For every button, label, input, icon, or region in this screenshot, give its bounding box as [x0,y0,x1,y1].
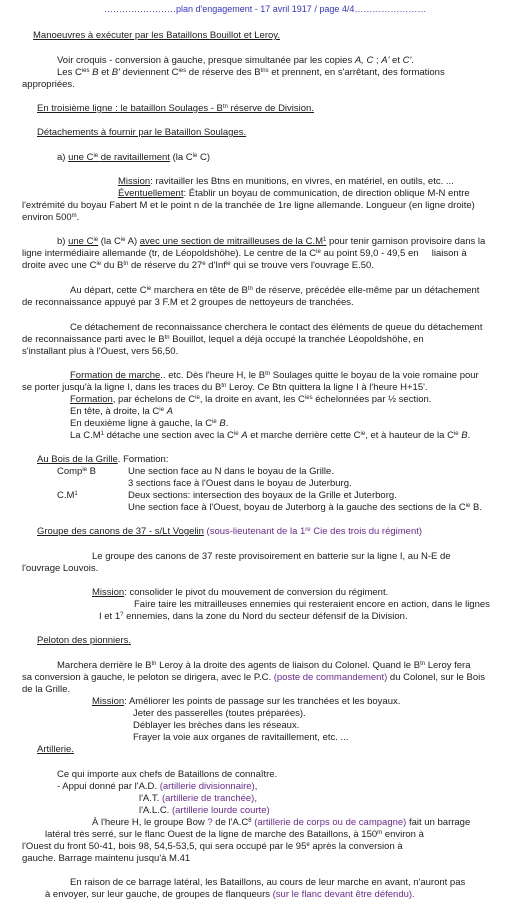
paragraph-line: l'ouvrage Louvois. [22,563,99,574]
paragraph-line: Frayer la voie aux organes de ravitaillement, etc. ... [133,732,349,743]
canons-title: Groupe des canons de 37 - s/Lt Vogelin (sous-lieutenant de la 1re Cie des trois du régiment) [37,526,423,537]
paragraph-line: Déblayer les brèches dans les réseaux. [133,720,300,731]
bois-title: Au Bois de la Grille. Formation: [37,454,169,465]
paragraph-line: En deuxième ligne à gauche, la $C^{ie}$ B. [70,418,229,429]
paragraph-line: - Appui donné par l'A.D. (artillerie divisionnaire), [57,781,258,792]
section-title-detachements: Détachements à fournir par le Bataillon Soulages. [37,127,247,138]
paragraph-line: Au départ, cette $C^{ie}$ marchera en tête de $B^{tn}$ de réserve, précédée elle-même par un détachement [70,285,480,296]
section-title-troisieme-ligne: En troisième ligne : le bataillon Soulages - $B^{tn}$ réserve de Division. [37,103,314,114]
page-header: ……………………plan d'engagement - 17 avril 1917 / page 4/4…………………… [104,4,427,14]
paragraph-line: Voir croquis - conversion à gauche, presque simultanée par les copies A, C ; A' et C'. [57,55,414,66]
paragraph-line: appropriées. [22,79,75,90]
paragraph-line: droite avec une $C^{ie}$ du $B^{tn}$ de réserve du 27e d'Inf$^{ie}$ qui se trouve vers l'ouvrage E.50. [22,260,374,271]
paragraph-line: gauche. Barrage maintenu jusqu'à M.41 [22,853,191,864]
artillerie-title: Artillerie. [37,744,74,755]
paragraph-line: environ 500$^m$. [22,212,80,223]
paragraph-line: Ce qui importe aux chefs de Bataillons de connaître. [57,769,278,780]
mission-line: Mission: Améliorer les points de passage sur les tranchées et les boyaux. [92,696,401,707]
paragraph-line: Jeter des passerelles (toutes préparées). [133,708,306,719]
paragraph-line: l'Ouest du front 50-41, bois 98, 54,5-53,5, qui sera occupé par le 95e après la conversion à [22,841,403,852]
cm-label: $C.M^1$ [57,490,78,501]
eventuellement-line: Éventuellement: Établir un boyau de communication, de direction oblique M-N entre [118,188,470,199]
paragraph-line: En tête, à droite, la $C^{ie}$ A [70,406,173,417]
comp-row: Une section face au N dans le boyau de la Grille. [128,466,334,477]
paragraph-line: de la Grille. [22,684,71,695]
paragraph-line: Marchera derrière le $B^{tn}$ Leroy à la droite des agents de liaison du Colonel. Quand le $B^{tn}$ Leroy fera [57,660,471,671]
item-b: b) une $C^{ie}$ (la $C^{ie}$ A) avec une section de mitrailleuses de la $C.M^1$ pour tenir garnison provisoire dans la [57,236,486,247]
peloton-title: Peloton des pionniers. [37,635,132,646]
paragraph-line: de reconnaissance appuyé par 3 F.M et 2 groupes de nettoyeurs de tranchées. [22,297,354,308]
paragraph-line: Ce détachement de reconnaissance cherchera le contact des éléments de queue du détachement [70,322,483,333]
paragraph-line: I et 1? ennemies, dans la zone du Nord du secteur défensif de la Division. [99,611,408,622]
paragraph-line: Le groupe des canons de 37 reste provisoirement en batterie sur la ligne I, au N-E de [92,551,451,562]
formation-line: Formation, par échelons de $C^{ie}$, la droite en avant, les $C^{ies}$ échelonnées par ½ section. [70,394,432,405]
paragraph-line: l'A.T. (artillerie de tranchée), [139,793,257,804]
paragraph-line: Faire taire les mitrailleuses ennemies qui resteraient encore en action, dans le lignes [134,599,490,610]
paragraph-line: En raison de ce barrage latéral, les Bataillons, au cours de leur marche en avant, n'auront pas [70,877,466,888]
comp-label: Comp$^{ie}$ B [57,466,96,477]
paragraph-line: ligne intermédiaire allemande (tr, de Léopoldshöhe). Le centre de la $C^{ie}$ au point 59,0 - 49,5 en liaison à [22,248,467,259]
paragraph-line: sa conversion à gauche, le peloton se dirigera, avec le P.C. (poste de commandement) du Colonel, sur le Bois [22,672,485,683]
paragraph-line: La $C.M^1$ détache une section avec la $C^{ie}$ A et marche derrière cette $C^{ie}$, et à hauteur de la $C^{ie}$ B. [70,430,471,441]
cm-row: Une section face à l'Ouest, boyau de Juterborg à la gauche des sections de la $C^{ie}$ B. [128,502,482,513]
item-a: a) une $C^{ie}$ de ravitaillement (la $C^{ie}$ C) [57,152,210,163]
section-title-manoeuvres: Manoeuvres à exécuter par les Bataillons Bouillot et Leroy. [33,30,280,41]
paragraph-line: latéral très serré, sur le flanc Ouest de la ligne de marche des Bataillons, à 150$^m$ environ à [45,829,424,840]
paragraph-line: de reconnaissance parti avec le $B^{tn}$ Bouillot, lequel a déjà occupé la tranchée Léopoldshöhe, en [22,334,424,345]
cm-row: Deux sections: intersection des boyaux de la Grille et Juterborg. [128,490,397,501]
paragraph-line: s'installant plus à l'Ouest, vers 56,50. [22,346,179,357]
paragraph-line: se porter jusqu'à la ligne I, dans les traces du $B^{tn}$ Leroy. Ce Btn quittera la ligne I à l'heure H+15'. [22,382,428,393]
paragraph-line: À l'heure H, le groupe Bow ? de $l'A.C^8$ (artillerie de corps ou de campagne) fait un barrage [92,817,471,828]
paragraph-line: Les $C^{ies}$ B et B' deviennent $C^{ies}$ de réserve des $B^{tns}$ et prennent, en s'arrêtant, des formations [57,67,445,78]
formation-line: Formation de marche.. etc. Dès l'heure H, le $B^{tn}$ Soulages quitte le boyau de la voie romaine pour [70,370,479,381]
mission-line: Mission: consolider le pivot du mouvement de conversion du régiment. [92,587,389,598]
paragraph-line: l'extrémité du boyau Fabert M et le point n de la tranchée de 1re ligne allemande. Longueur (en ligne droite) [22,200,475,211]
mission-line: Mission: ravitailler les Btns en munitions, en vivres, en matériel, en outils, etc. ... [118,176,454,187]
comp-row: 3 sections face à l'Ouest dans le boyau de Juterburg. [128,478,352,489]
paragraph-line: à envoyer, sur leur gauche, de groupes de flanqueurs (sur le flanc devant être défendu). [45,889,415,900]
paragraph-line: l'A.L.C. (artillerie lourde courte) [139,805,270,816]
